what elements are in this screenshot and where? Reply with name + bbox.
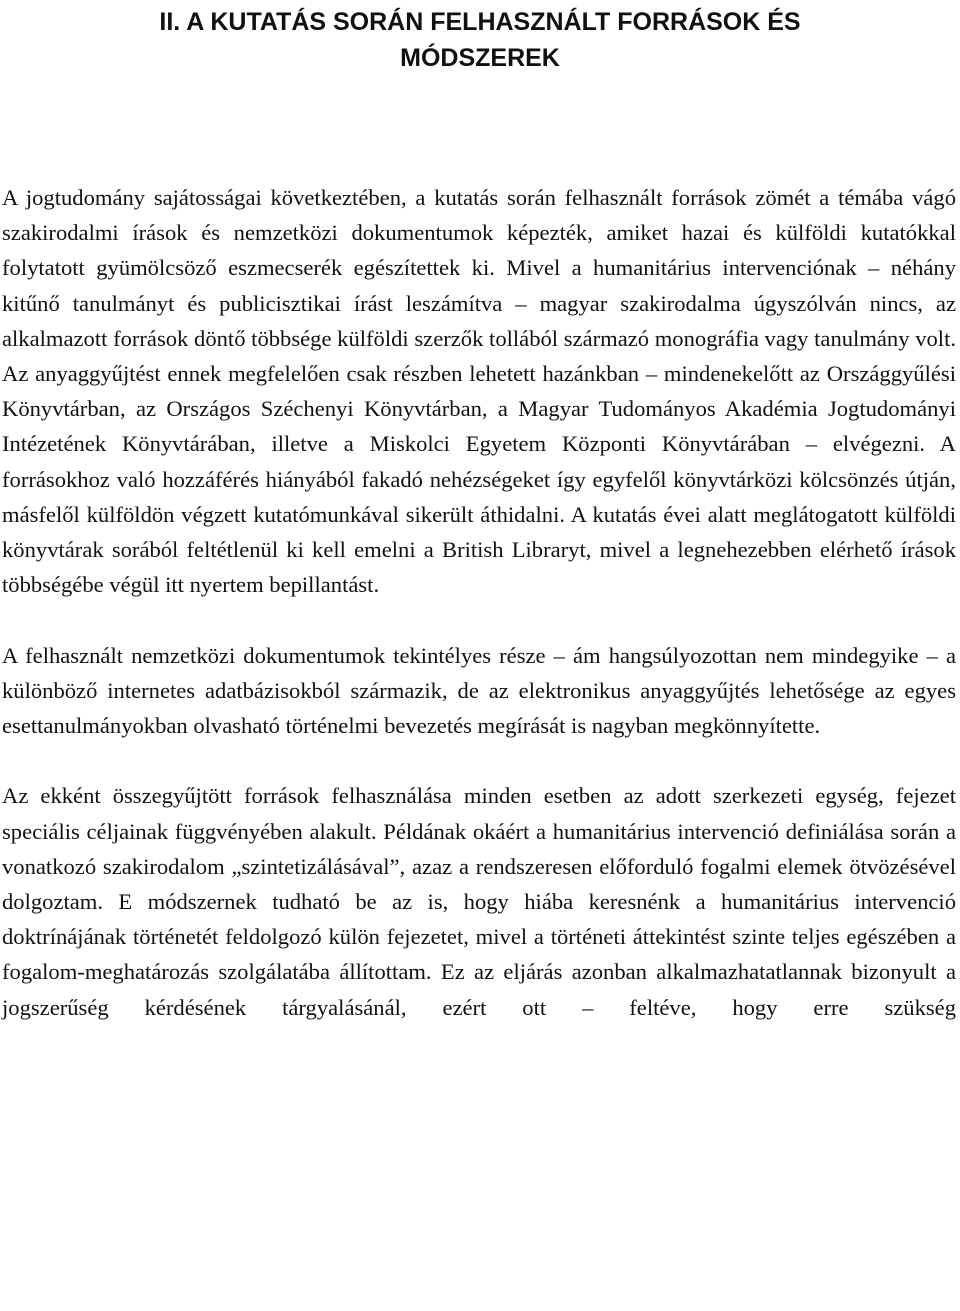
paragraph-sources: A jogtudomány sajátosságai következtében, a kutatás során felhasznált források zömét a témába vágó szakirodalmi írások és nemzetközi dokumentumok képezték, amiket hazai és külföldi kutatókkal folytatott gyümölcsöző eszmecserék egészítettek ki. Mivel a humanitárius intervenciónak – néhány kitűnő tanulmányt és publicisztikai írást leszámítva – magyar szakirodalma úgyszólván nincs, az alkalmazott források döntő többsége külföldi szerzők tollából származó monográfia vagy tanulmány volt. Az anyaggyűjtést ennek megfelelően csak részben lehetett hazánkban – mindenekelőtt az Országgyűlési Könyvtárban, az Országos Széchenyi Könyvtárban, a Magyar Tudományos Akadémia Jogtudományi Intézetének Könyvtárában, illetve a Miskolci Egyetem Központi Könyvtárában – elvégezni. A forrásokhoz való hozzáférés hiányából fakadó nehézségeket így egyfelől könyvtárközi kölcsönzés útján, másfelől külföldön végzett kutatómunkával sikerült áthidalni. A kutatás évei alatt meglátogatott külföldi könyvtárak sorából feltétlenül ki kell emelni a British Libraryt, mivel a legnehezebben elérhető írások többségébe végül itt nyertem bepillantást. [2,185,956,598]
chapter-heading-line-2: MÓDSZEREK [400,44,560,72]
chapter-heading [0,4,960,76]
body-text [2,180,956,1060]
paragraph-methods: Az ekként összegyűjtött források felhasználása minden esetben az adott szerkezeti egység, fejezet speciális céljainak függvényében alakult. Példának okáért a humanitárius intervenció definiálása során a vonatkozó szakirodalom „szintetizálásával”, azaz a rendszeresen előforduló fogalmi elemek ötvözésével dolgoztam. E módszernek tudható be az is, hogy hiába keresnénk a humanitárius intervenció doktrínájának történetét feldolgozó külön fejezetet, mivel a történeti áttekintést szinte teljes egészében a fogalom-meghatározás szolgálatába állítottam. Ez az eljárás azonban alkalmazhatatlannak bizonyult a jogszerűség kérdésének tárgyalásánál, ezért ott – feltéve, hogy erre szükség [2,783,956,1020]
paragraph-international-documents: A felhasznált nemzetközi dokumentumok tekintélyes része – ám hangsúlyozottan nem mindegyike – a különböző internetes adatbázisokból származik, de az elektronikus anyaggyűjtés lehetősége az egyes esettanulmányokban olvasható történelmi bevezetés megírását is nagyban megkönnyítette. [2,642,956,739]
chapter-heading-line-1: II. A KUTATÁS SORÁN FELHASZNÁLT FORRÁSOK ÉS [159,8,801,36]
